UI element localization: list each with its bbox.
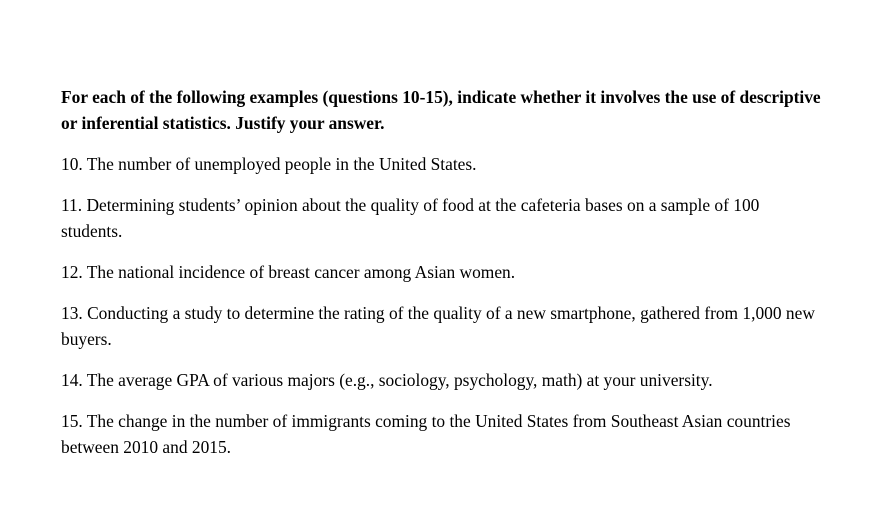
instructions-paragraph: For each of the following examples (questions 10-15), indicate whether it involves the use of descriptive or inferential statistics. Justify your answer.	[61, 87, 821, 133]
question-12: 12. The national incidence of breast cancer among Asian women.	[61, 262, 516, 282]
question-15: 15. The change in the number of immigrants coming to the United States from Southeast Asian countries between 2010 and 2015.	[61, 411, 791, 457]
question-14: 14. The average GPA of various majors (e.g., sociology, psychology, math) at your university.	[61, 370, 713, 390]
question-11: 11. Determining students’ opinion about the quality of food at the cafeteria bases on a sample of 100 students.	[61, 195, 760, 241]
document-body	[61, 84, 821, 475]
question-13: 13. Conducting a study to determine the rating of the quality of a new smartphone, gathered from 1,000 new buyers.	[61, 303, 815, 349]
question-10: 10. The number of unemployed people in the United States.	[61, 154, 477, 174]
